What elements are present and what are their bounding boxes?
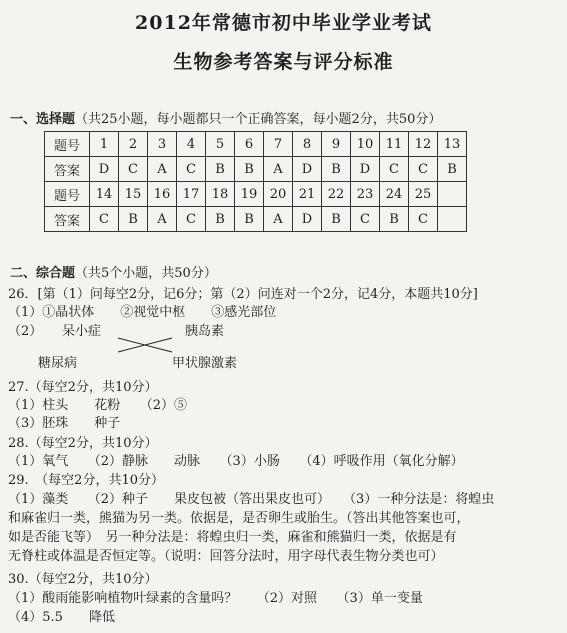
table-row bbox=[45, 207, 467, 232]
table-cell: C bbox=[409, 207, 438, 232]
table-cell: 3 bbox=[148, 132, 177, 157]
table-cell-empty bbox=[438, 207, 467, 232]
table-cell: 25 bbox=[409, 182, 438, 207]
table-cell: C bbox=[177, 207, 206, 232]
table-cell: 12 bbox=[409, 132, 438, 157]
q29-line1: （1）藻类 （2）种子 果皮包被（答出果皮也可） （3）一种分法是：将蝗虫 bbox=[8, 492, 495, 507]
table-cell: B bbox=[322, 207, 351, 232]
q27-head: 27.（每空2分，共10分） bbox=[8, 380, 158, 395]
table-cell: B bbox=[235, 207, 264, 232]
row-label: 题号 bbox=[45, 182, 90, 207]
q26-line1: 26．[第（1）问每空2分，记6分；第（2）问连对一个2分，记4分，本题共10分] bbox=[8, 287, 478, 302]
table-cell: B bbox=[206, 157, 235, 182]
table-cell: 17 bbox=[177, 182, 206, 207]
section2-header bbox=[10, 262, 217, 281]
q26-right-bottom: 甲状腺激素 bbox=[172, 356, 238, 371]
document-subtitle: 生物参考答案与评分标准 bbox=[173, 51, 394, 73]
table-cell: D bbox=[293, 157, 322, 182]
table-cell: 16 bbox=[148, 182, 177, 207]
q26-left-bottom: 糖尿病 bbox=[38, 356, 78, 371]
q29-line4: 无脊柱或体温是否恒定等。（说明：回答分法时，用字母代表生物分类也可） bbox=[8, 549, 444, 564]
table-cell: 20 bbox=[264, 182, 293, 207]
table-cell: D bbox=[90, 157, 119, 182]
section1-header bbox=[10, 108, 441, 127]
section2-desc: （共5个小题，共50分） bbox=[75, 266, 217, 281]
table-cell: A bbox=[264, 157, 293, 182]
table-cell: C bbox=[119, 157, 148, 182]
table-row bbox=[45, 132, 467, 157]
document-title: 2012年常德市初中毕业学业考试 bbox=[135, 12, 432, 34]
table-cell: B bbox=[322, 157, 351, 182]
table-cell: 24 bbox=[380, 182, 409, 207]
table-cell: 14 bbox=[90, 182, 119, 207]
table-cell: 6 bbox=[235, 132, 264, 157]
table-cell: 19 bbox=[235, 182, 264, 207]
table-cell: 4 bbox=[177, 132, 206, 157]
row-label: 答案 bbox=[45, 157, 90, 182]
q28-line1: （1）氧气 （2）静脉 动脉 （3）小肠 （4）呼吸作用（氧化分解） bbox=[8, 454, 464, 469]
section2-heading: 二、综合题 bbox=[10, 266, 76, 281]
table-row bbox=[45, 157, 467, 182]
section1-desc: （共25小题，每小题都只一个正确答案，每小题2分，共50分） bbox=[75, 112, 442, 127]
q30-line2: （4）5.5 降低 bbox=[8, 610, 115, 625]
table-cell: A bbox=[148, 157, 177, 182]
table-cell: D bbox=[351, 157, 380, 182]
table-cell: C bbox=[90, 207, 119, 232]
answer-table bbox=[44, 131, 467, 232]
table-cell: 18 bbox=[206, 182, 235, 207]
table-cell-empty bbox=[438, 182, 467, 207]
table-cell: 9 bbox=[322, 132, 351, 157]
table-cell: C bbox=[177, 157, 206, 182]
q26-part2-label: （2） bbox=[8, 324, 43, 339]
table-cell: A bbox=[148, 207, 177, 232]
table-cell: 21 bbox=[293, 182, 322, 207]
q30-head: 30.（每空2分，共10分） bbox=[8, 572, 158, 587]
table-cell: C bbox=[409, 157, 438, 182]
section1-heading: 一、选择题 bbox=[10, 112, 76, 127]
q27-line1: （1）柱头 花粉 （2）⑤ bbox=[8, 398, 188, 413]
table-cell: 8 bbox=[293, 132, 322, 157]
table-cell: 23 bbox=[351, 182, 380, 207]
table-cell: B bbox=[438, 157, 467, 182]
table-cell: 2 bbox=[119, 132, 148, 157]
q26-left-top: 呆小症 bbox=[62, 324, 102, 339]
q29-head: 29. （每空2分，共10分） bbox=[8, 473, 164, 488]
table-cell: 15 bbox=[119, 182, 148, 207]
q26-line2: （1）①晶状体 ②视觉中枢 ③感光部位 bbox=[8, 305, 277, 320]
table-cell: B bbox=[380, 207, 409, 232]
q30-line1: （1）酸雨能影响植物叶绿素的含量吗？ （2）对照 （3）单一变量 bbox=[8, 591, 423, 606]
table-row bbox=[45, 182, 467, 207]
table-cell: 13 bbox=[438, 132, 467, 157]
table-cell: 10 bbox=[351, 132, 380, 157]
table-cell: 5 bbox=[206, 132, 235, 157]
table-cell: 1 bbox=[90, 132, 119, 157]
table-cell: D bbox=[293, 207, 322, 232]
table-cell: C bbox=[351, 207, 380, 232]
table-cell: A bbox=[264, 207, 293, 232]
table-cell: C bbox=[380, 157, 409, 182]
table-cell: 7 bbox=[264, 132, 293, 157]
table-cell: 22 bbox=[322, 182, 351, 207]
q26-right-top: 胰岛素 bbox=[185, 324, 225, 339]
table-cell: B bbox=[206, 207, 235, 232]
row-label: 答案 bbox=[45, 207, 90, 232]
table-cell: B bbox=[235, 157, 264, 182]
q27-line2: （3）胚珠 种子 bbox=[8, 416, 121, 431]
table-cell: B bbox=[119, 207, 148, 232]
row-label: 题号 bbox=[45, 132, 90, 157]
q28-head: 28.（每空2分，共10分） bbox=[8, 436, 158, 451]
q29-line2: 和麻雀归一类，熊猫为另一类。依据是，是否卵生或胎生。（答出其他答案也可， bbox=[8, 511, 470, 526]
table-cell: 11 bbox=[380, 132, 409, 157]
q29-line3: 如是否能飞等） 另一种分法是：将蝗虫归一类，麻雀和熊猫归一类，依据是有 bbox=[8, 530, 457, 545]
